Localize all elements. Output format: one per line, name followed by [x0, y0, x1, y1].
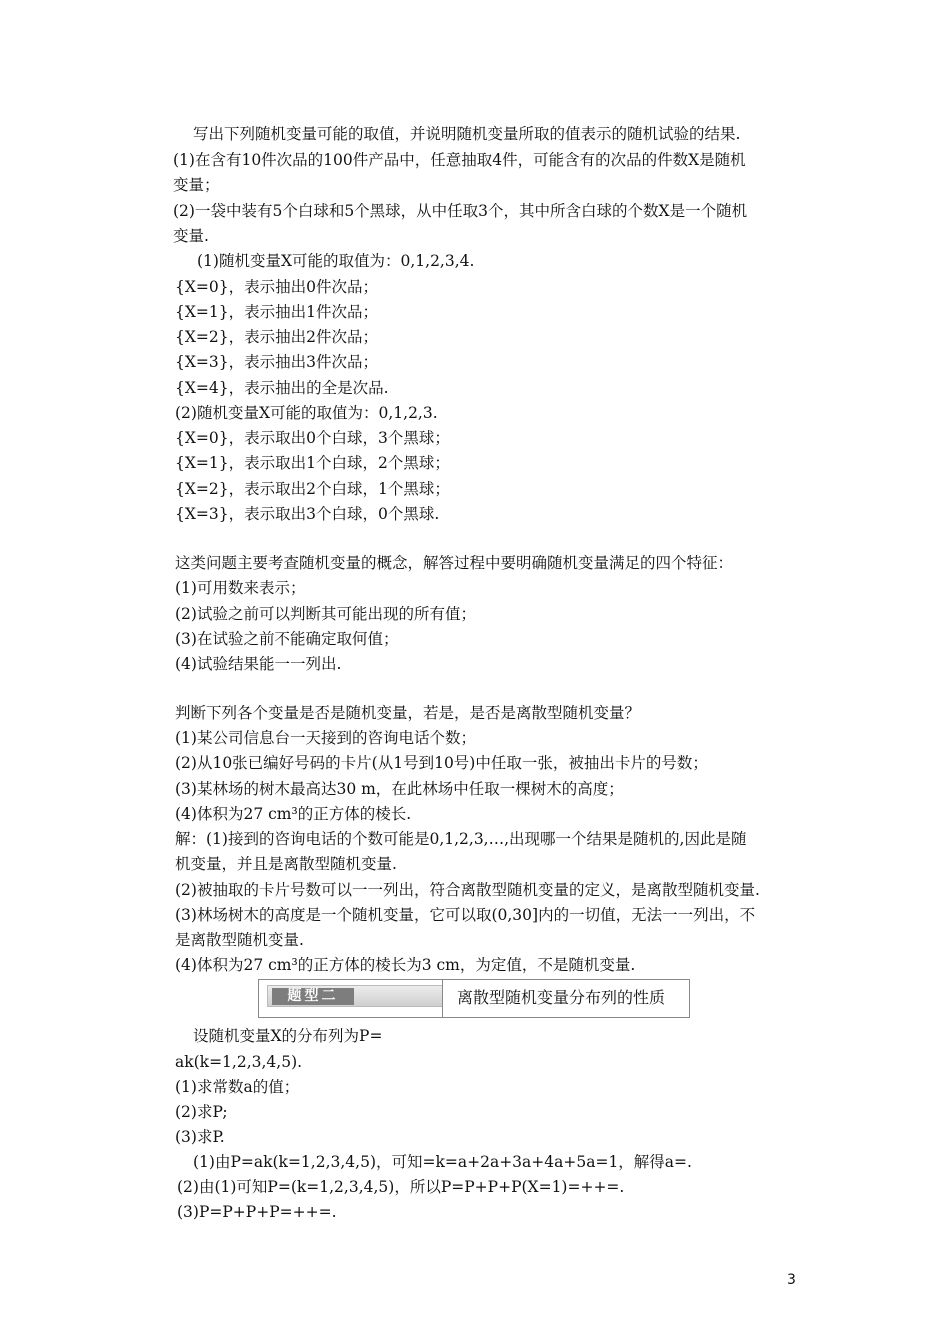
text-line: 变量；: [173, 176, 220, 194]
text-line: 是离散型随机变量.: [175, 931, 304, 949]
text-line: (4)体积为27 cm³的正方体的棱长.: [175, 805, 412, 823]
text-line: 解：(1)接到的咨询电话的个数可能是0,1,2,3,…,出现哪一个结果是随机的,因此是随: [175, 830, 747, 848]
text-line: (3)林场树木的高度是一个随机变量，它可以取(0,30]内的一切值，无法一一列出，不: [175, 906, 756, 924]
text-line: {X=3}，表示取出3个白球，0个黑球.: [175, 505, 440, 523]
text-line: (2)由(1)可知P=(k=1,2,3,4,5)，所以P=P+P+P(X=1)=++=.: [177, 1178, 625, 1196]
text-line: 写出下列随机变量可能的取值，并说明随机变量所取的值表示的随机试验的结果.: [193, 125, 741, 143]
banner-tag-label: 题型二: [272, 988, 354, 1005]
text-line: (1)由P=ak(k=1,2,3,4,5)，可知=k=a+2a+3a+4a+5a=1，解得a=.: [193, 1153, 692, 1171]
text-line: 这类问题主要考查随机变量的概念，解答过程中要明确随机变量满足的四个特征：: [175, 554, 734, 572]
text-line: (1)可用数来表示；: [175, 579, 306, 597]
text-line: (1)随机变量X可能的取值为：0,1,2,3,4.: [197, 252, 475, 270]
text-line: (3)求P.: [175, 1128, 225, 1146]
text-line: (2)试验之前可以判断其可能出现的所有值；: [175, 605, 476, 623]
text-line: 设随机变量X的分布列为P=: [193, 1027, 383, 1045]
text-line: (2)一袋中装有5个白球和5个黑球，从中任取3个，其中所含白球的个数X是一个随机: [173, 202, 748, 220]
text-line: {X=1}，表示取出1个白球，2个黑球；: [175, 454, 450, 472]
text-line: {X=0}，表示抽出0件次品；: [175, 278, 378, 296]
text-line: 判断下列各个变量是否是随机变量，若是，是否是离散型随机变量？: [175, 704, 641, 722]
banner-tag-box: [267, 985, 443, 1007]
section-banner: [258, 979, 690, 1018]
text-line: {X=3}，表示抽出3件次品；: [175, 353, 378, 371]
banner-title: 离散型随机变量分布列的性质: [457, 988, 666, 1007]
banner-divider: [442, 980, 443, 1017]
text-line: {X=4}，表示抽出的全是次品.: [175, 379, 389, 397]
text-line: 变量.: [173, 227, 209, 245]
text-line: {X=2}，表示抽出2件次品；: [175, 328, 378, 346]
page-number: 3: [787, 1272, 796, 1288]
text-line: ak(k=1,2,3,4,5).: [175, 1053, 303, 1071]
text-line: (4)体积为27 cm³的正方体的棱长为3 cm，为定值，不是随机变量.: [175, 956, 636, 974]
text-line: (2)被抽取的卡片号数可以一一列出，符合离散型随机变量的定义，是离散型随机变量.: [175, 881, 760, 899]
text-line: (1)在含有10件次品的100件产品中，任意抽取4件，可能含有的次品的件数X是随机: [173, 151, 746, 169]
text-line: (1)某公司信息台一天接到的咨询电话个数；: [175, 729, 476, 747]
text-line: (2)求P;: [175, 1103, 228, 1121]
text-line: (2)从10张已编好号码的卡片(从1号到10号)中任取一张，被抽出卡片的号数；: [175, 754, 708, 772]
text-line: (4)试验结果能一一列出.: [175, 655, 342, 673]
text-line: (1)求常数a的值；: [175, 1078, 300, 1096]
text-line: (2)随机变量X可能的取值为：0,1,2,3.: [175, 404, 438, 422]
text-line: {X=1}，表示抽出1件次品；: [175, 303, 378, 321]
text-line: (3)在试验之前不能确定取何值；: [175, 630, 399, 648]
text-line: {X=0}，表示取出0个白球，3个黑球；: [175, 429, 450, 447]
text-line: (3)某林场的树木最高达30 m，在此林场中任取一棵树木的高度；: [175, 780, 624, 798]
text-line: (3)P=P+P+P=++=.: [177, 1203, 337, 1221]
text-line: 机变量，并且是离散型随机变量.: [175, 855, 397, 873]
text-line: {X=2}，表示取出2个白球，1个黑球；: [175, 480, 450, 498]
